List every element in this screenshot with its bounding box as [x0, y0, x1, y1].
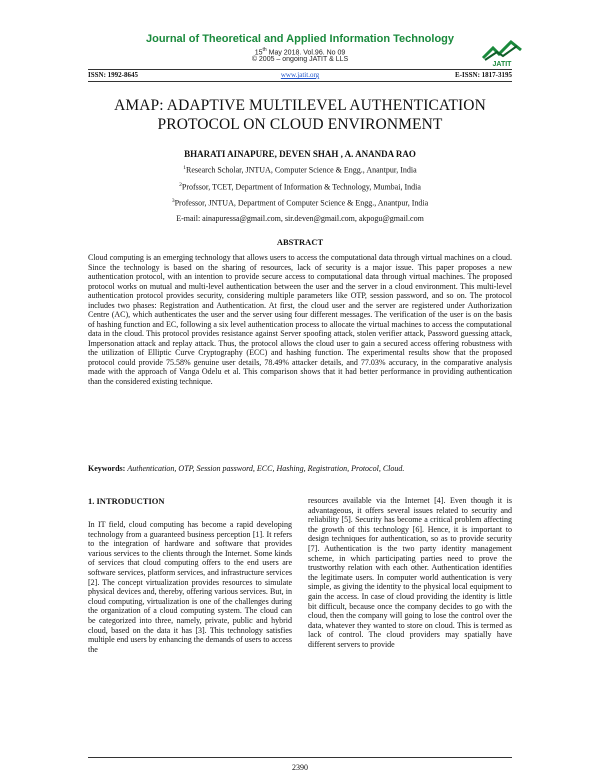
affiliation-2: $^2$Profssor, TCET, Department of Information & Technology, Mumbai, India	[179, 182, 421, 192]
email-line: E-mail: ainapuressa@gmail.com, sir.deven@gmail.com, akpogu@gmail.com	[176, 214, 424, 223]
intro-column-right: resources available via the Internet [4]. Even though it is advantageous, it offers several issues related to security and reliability [5]. Security has become a critical problem affecting the growth of this technology [6]. Hence, it is important to design techniques for authentication, so as to provide security [7]. Authentication is the two party identity management scheme, in which participating parties need to prove the trustworthy relation with each other. Authentication identifies the legitimate users. In computer world authentication is very simple, as giving the identity to the physical local equipment to gain the access. In case of cloud providing the identity is little bit difficult, because once the company decides to go with the cloud, then the company will going to lose the control over the data, whatever they wanted to store on cloud. This is termed as lack of control. The cloud providers may spatially have different servers to provide	[308, 496, 512, 649]
intro-column-left: In IT field, cloud computing has become a rapid developing technology from a guaranteed business perception [1]. It refers to the integration of hardware and software that provides various services to the clients through the Internet. Some kinds of services that cloud computing offers to the end users are software services, platform services, and infrastructure services [2]. The concept virtualization provides resources to simulate physical devices and, thereby, offering various services. But, in cloud computing, virtualization is one of the challenges during the organization of a cloud computing system. The cloud can be categorized into three, namely, private, public and hybrid cloud, based on the data it has [3]. This technology satisfies multiple end users by enhancing the demands of users to access the	[88, 520, 292, 654]
issue-line: 15th May 2018. Vol.96. No 09	[254, 47, 346, 57]
issn: ISSN: 1992-8645	[88, 71, 138, 79]
paper-title: AMAP: ADAPTIVE MULTILEVEL AUTHENTICATION PROTOCOL ON CLOUD ENVIRONMENT	[114, 97, 486, 133]
footer-rule	[88, 757, 512, 758]
eissn: E-ISSN: 1817-3195	[455, 71, 512, 79]
journal-url-link[interactable]: www.jatit.org	[280, 71, 320, 79]
keywords-values: Authentication, OTP, Session password, ECC, Hashing, Registration, Protocol, Cloud.	[127, 464, 405, 473]
affiliation-1: $^1$Research Scholar, JNTUA, Computer Science & Engg., Anantpur, India	[183, 165, 417, 175]
keywords-label: Keywords:	[88, 464, 126, 473]
jatit-logo	[477, 36, 527, 68]
affiliation-3: $^3$Professor, JNTUA, Department of Computer Science & Engg., Anantpur, India	[171, 198, 429, 208]
logo-text: JATIT	[492, 61, 512, 68]
copyright-line: © 2005 – ongoing JATIT & LLS	[251, 56, 349, 63]
authors: BHARATI AINAPURE, DEVEN SHAH , A. ANANDA RAO	[184, 149, 416, 159]
section-heading-introduction: 1. INTRODUCTION	[88, 496, 165, 506]
abstract-text: Cloud computing is an emerging technology that allows users to access the computational data through virtual machines on a cloud. Since the technology is based on the sharing of resources, lack of security is a major issue. This paper proposes a new authentication protocol, with an intention to provide secure access to computational data through virtual machines. The proposed protocol works on mutual and multi-level authentication between the user and the server in a cloud environment. This multi-level authentication protocol provides security, considering multiple parameters like OTP, session password, and so on. The protocol includes two phases: Registration and Authentication. At first, the cloud user and the server are registered under Authorization Centre (AC), which authenticates the user and the server using four different messages. The verification of the user is on the basis of hashing function and EC, following a six level authentication process to allocate the virtual machines to access the computational data in the cloud. This protocol provides resistance against Server spoofing attack, stolen verifier attack, Password guessing attack, Impersonation attack and replay attack. Thus, the protocol allows the cloud user to gain a secured access offering robustness with the utilization of Elliptic Curve Cryptography (ECC) and hashing function. The experimental results show that the proposed protocol could provide 75.58% genuine user details, 78.49% attacker details, and 77.03% accuracy, in the comparative analysis made with the approach of Vanga Odelu et al. This comparison shows that it had better performance in providing authentication than the considered existing technique.	[88, 253, 512, 386]
page-number: 2390	[292, 763, 308, 772]
header-rule-top	[88, 69, 512, 70]
keywords	[88, 464, 512, 474]
header-rule-bottom	[88, 81, 512, 82]
journal-title: Journal of Theoretical and Applied Information Technology	[145, 33, 455, 45]
abstract-heading: ABSTRACT	[276, 237, 324, 247]
issn-row	[88, 71, 512, 81]
